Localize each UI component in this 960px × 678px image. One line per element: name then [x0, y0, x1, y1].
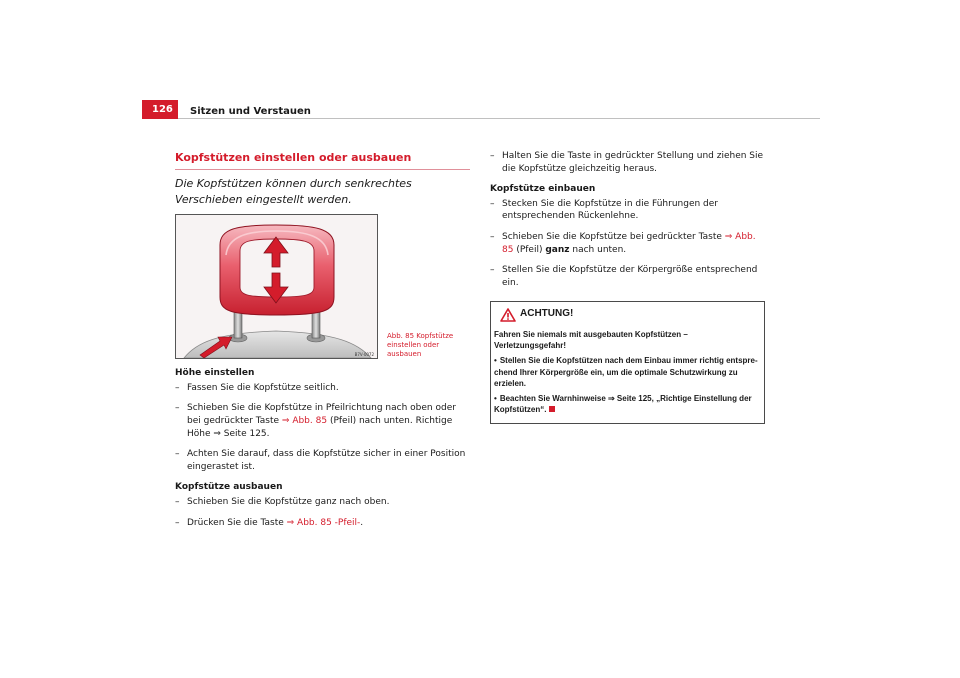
crossref-arrow-icon: ⇒	[281, 416, 290, 427]
subheading-height: Höhe einstellen	[175, 368, 255, 379]
subheading-install: Kopfstütze einbauen	[490, 184, 596, 195]
crossref-arrow-icon: ⇒	[608, 393, 615, 403]
list-dash: –	[175, 517, 180, 528]
list-dash: –	[490, 265, 495, 276]
header-divider	[178, 118, 820, 119]
figure-caption-line1: Abb. 85 Kopfstütze	[387, 331, 454, 340]
warning-header	[494, 307, 761, 322]
step-text: Schieben Sie die Kopfstütze bei gedrückter Taste	[502, 231, 725, 242]
step-text: Schieben Sie die Kopfstütze in Pfeilrichtung nach oben oder bei gedrückter Taste	[187, 403, 456, 427]
step-text: (Pfeil) nach unten. Richtige Höhe	[187, 416, 453, 439]
warning-line: Fahren Sie niemals mit ausgebauten Kopfstützen – Verletzungsgefahr!	[494, 329, 688, 351]
figure-link[interactable]: Abb. 85	[289, 416, 328, 427]
list-dash: –	[490, 198, 495, 209]
page-link[interactable]: Seite 125, „Richtige Einstellung der Kopfstützen“.	[494, 393, 752, 415]
step-text: .	[360, 517, 364, 528]
subheading-remove: Kopfstütze ausbauen	[175, 482, 283, 493]
list-dash: –	[175, 403, 180, 414]
figure-block	[175, 214, 470, 359]
step-hold-and-pull	[490, 150, 765, 175]
list-dash: –	[490, 151, 495, 161]
warning-bullet-item	[494, 355, 761, 390]
bullet-icon: •	[494, 393, 497, 403]
warning-bullet-item	[494, 393, 761, 416]
page-number: 126	[142, 100, 178, 119]
section-intro: Die Kopfstützen können durch senkrechtes Verschieben eingestellt werden.	[175, 177, 412, 207]
warning-triangle-icon	[500, 308, 516, 322]
step-insert	[490, 198, 765, 223]
crossref-arrow-icon: ⇒	[213, 428, 221, 439]
step-slide	[175, 402, 470, 440]
bullet-icon: •	[494, 356, 497, 366]
step-text: Schieben Sie die Kopfstütze ganz nach oben.	[187, 497, 390, 508]
figure-link[interactable]: Abb. 85	[502, 231, 756, 255]
step-text: nach unten.	[569, 244, 627, 255]
warning-box	[490, 301, 765, 424]
end-of-section-icon	[549, 406, 555, 412]
step-press-button	[175, 517, 470, 530]
right-column	[490, 150, 765, 424]
list-dash: –	[175, 382, 180, 393]
list-dash: –	[175, 449, 180, 460]
crossref-arrow-icon: ⇒	[286, 517, 295, 528]
step-text: Halten Sie die Taste in gedrückter Stellung und ziehen Sie die Kopfstütze gleichzeitig heraus.	[502, 151, 764, 174]
step-text: (Pfeil)	[513, 244, 546, 255]
warning-bullet-text: Stellen Sie die Kopfstützen nach dem Einbau immer richtig entspre-chend Ihrer Körpergröße ein, um die optimale Schutzwirkung zu erzielen.	[494, 356, 758, 389]
section-title: Kopfstützen einstellen oder ausbauen	[175, 150, 470, 170]
list-dash: –	[490, 231, 495, 242]
headrest-illustration	[176, 215, 377, 358]
warning-bullet-text: Beachten Sie Warnhinweise	[499, 393, 608, 403]
list-dash: –	[175, 497, 180, 508]
left-column	[175, 150, 470, 537]
figure-link[interactable]: Abb. 85 -Pfeil-	[294, 517, 361, 528]
running-title: Sitzen und Verstauen	[190, 106, 311, 117]
figure-caption-line2: einstellen oder ausbauen	[387, 341, 440, 359]
step-check-locked	[175, 448, 470, 473]
step-text: Stellen Sie die Kopfstütze der Körpergröße entsprechend ein.	[502, 265, 758, 288]
figure-code: B7V-0072	[354, 351, 374, 357]
step-text: Achten Sie darauf, dass die Kopfstütze sicher in einer Position eingerastet ist.	[187, 449, 466, 472]
step-adjust	[490, 264, 765, 289]
figure-caption	[387, 332, 467, 359]
headrest-figure	[175, 214, 378, 359]
emphasis-text: ganz	[545, 244, 570, 255]
step-text: Drücken Sie die Taste	[187, 517, 287, 528]
page-link[interactable]: Seite 125.	[220, 428, 270, 439]
step-text: Fassen Sie die Kopfstütze seitlich.	[187, 382, 339, 393]
warning-title: ACHTUNG!	[520, 308, 574, 320]
crossref-arrow-icon: ⇒	[724, 231, 733, 242]
step-push-down	[490, 231, 765, 256]
step-slide-up	[175, 496, 470, 509]
step-grip	[175, 382, 470, 395]
step-text: Stecken Sie die Kopfstütze in die Führungen der entsprechenden Rückenlehne.	[502, 198, 718, 222]
